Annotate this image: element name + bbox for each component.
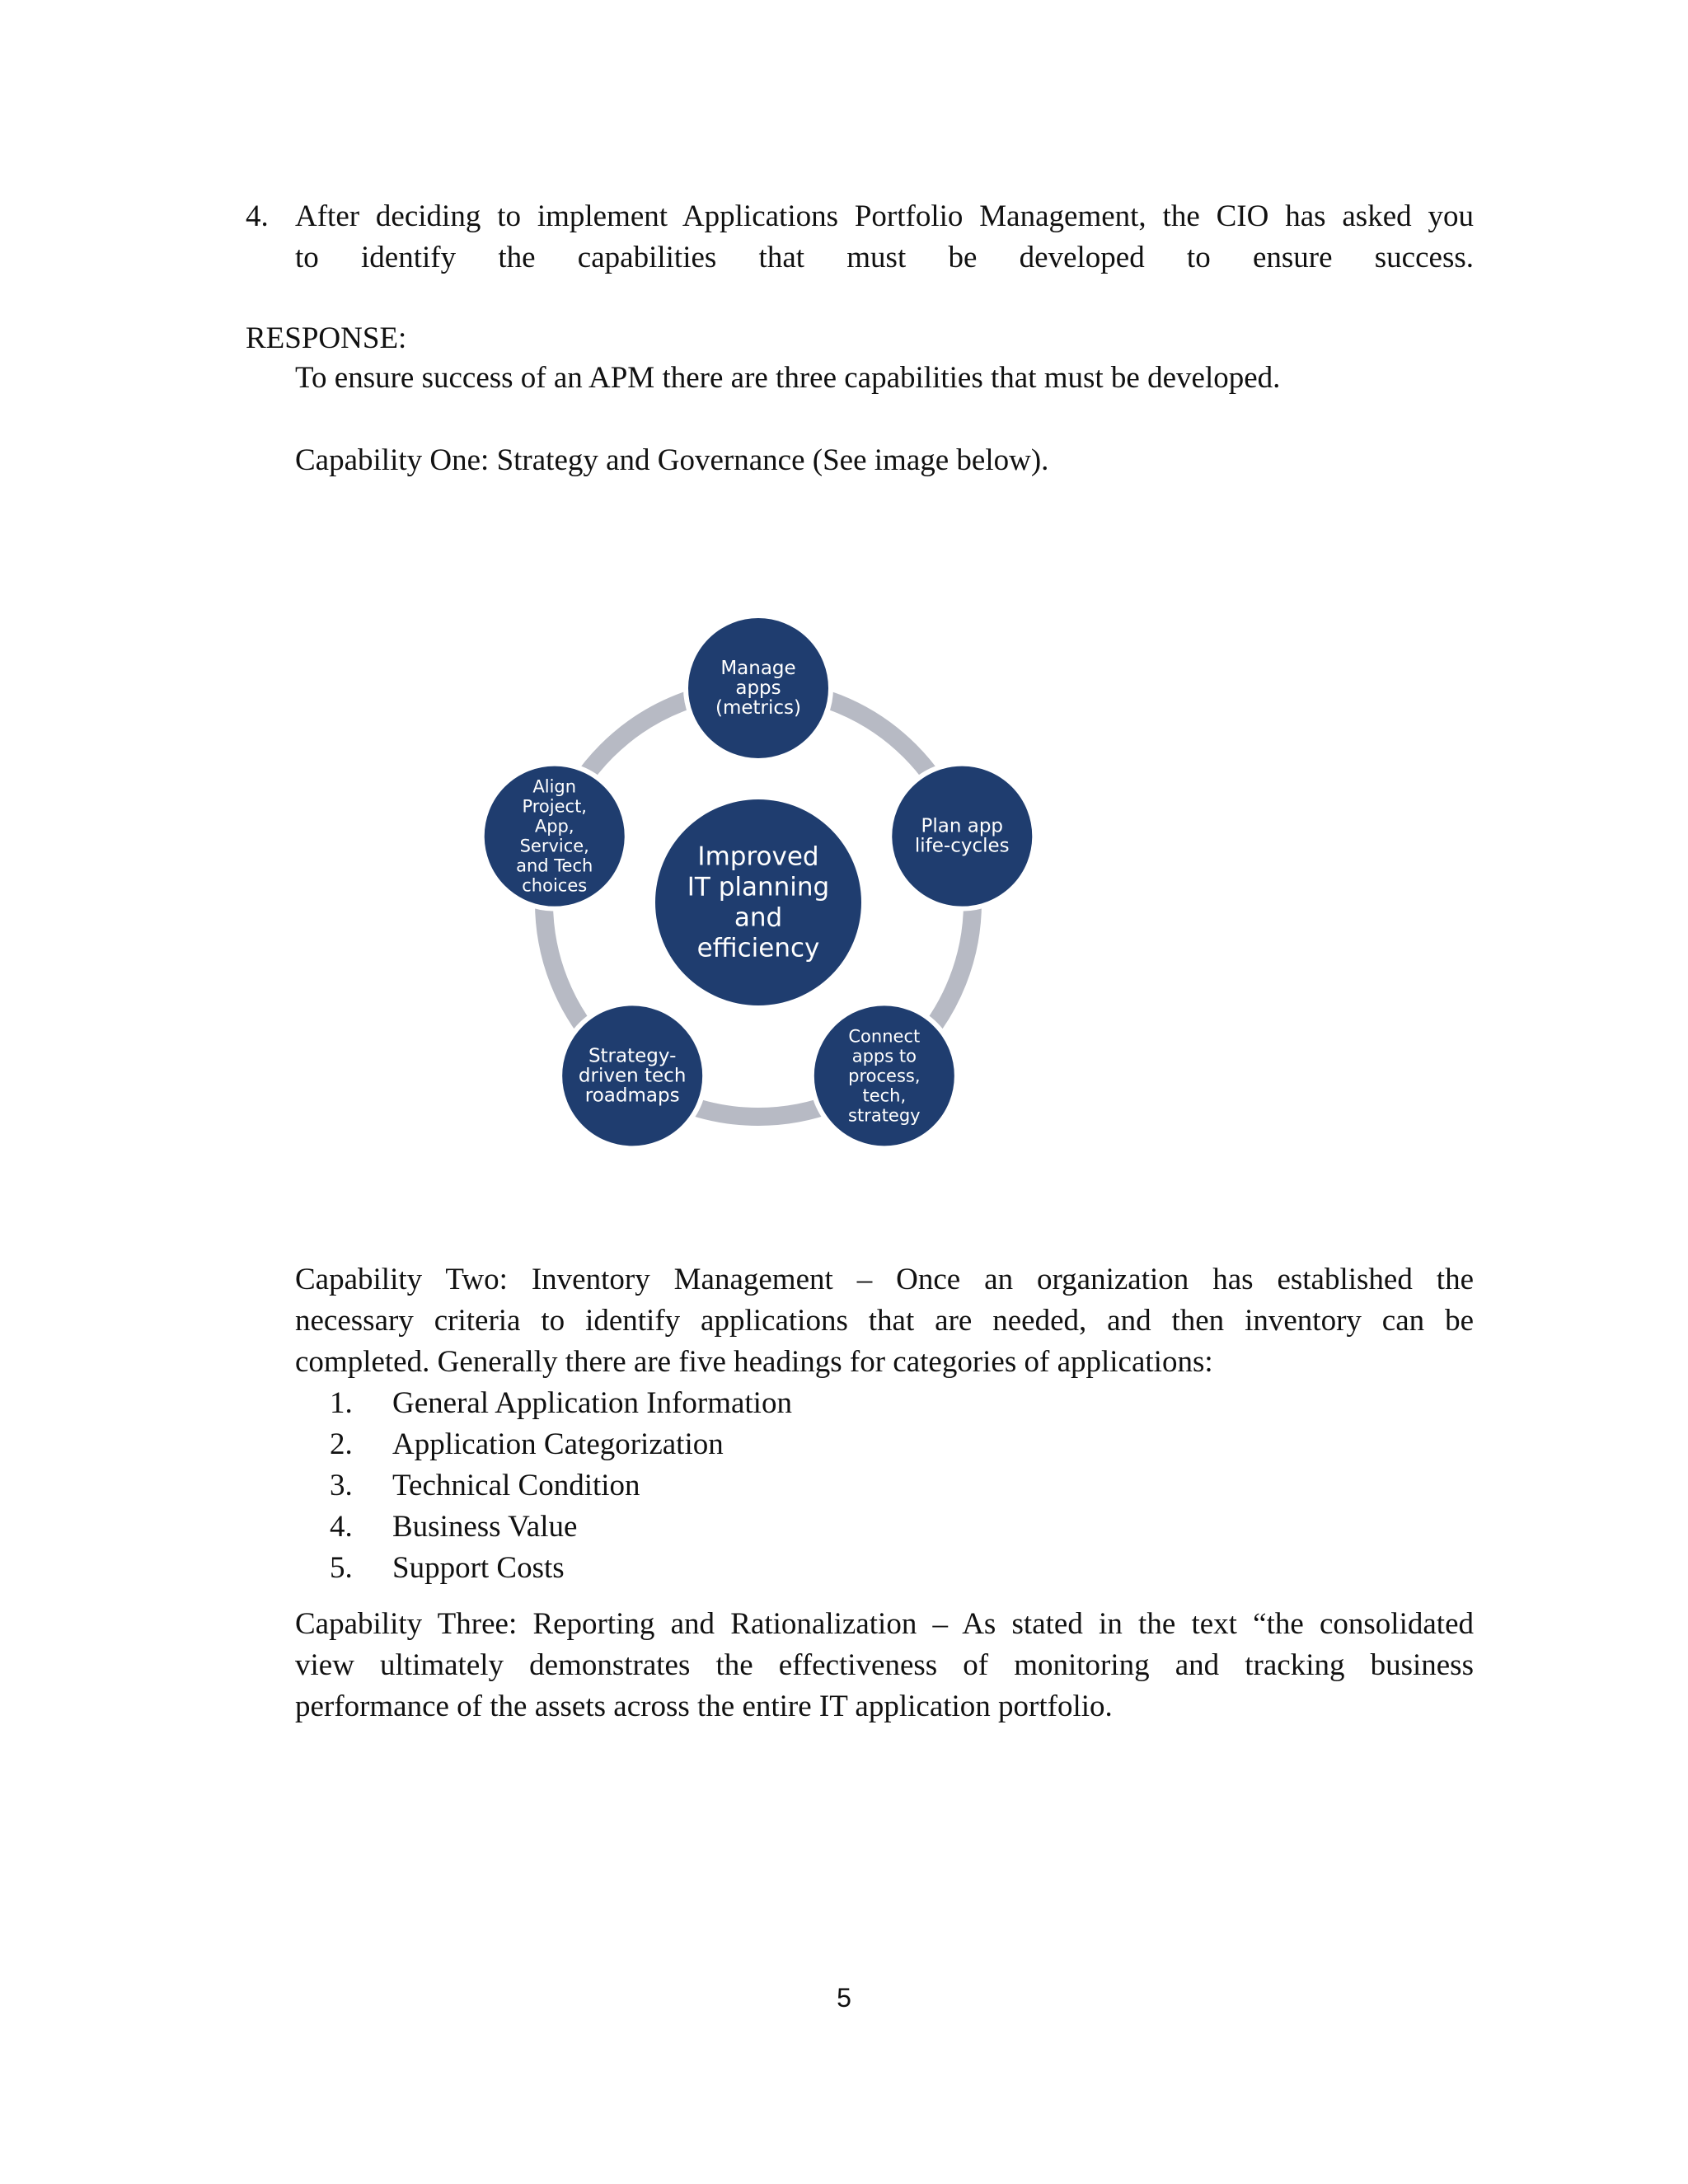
capability-three-paragraph (295, 1604, 1474, 1727)
diagram-label-line: and Tech (516, 855, 593, 876)
question-text (295, 196, 1474, 279)
cycle-node-plan-app-lifecycles (889, 764, 1034, 909)
capability-three-line-3: performance of the assets across the entire IT application portfolio. (295, 1690, 1113, 1723)
diagram-label-line: tech, (862, 1085, 907, 1106)
list-item (330, 1548, 792, 1589)
diagram-label-line: Service, (519, 836, 589, 856)
list-item (330, 1465, 792, 1507)
diagram-label-line: Improved (697, 841, 819, 872)
capability-two-paragraph (295, 1259, 1474, 1383)
diagram-label-line: life-cycles (914, 835, 1010, 857)
list-item-number: 2. (330, 1427, 353, 1461)
list-item-number: 4. (330, 1510, 353, 1544)
inventory-headings-list (330, 1383, 792, 1589)
diagram-label-line: Project, (522, 796, 587, 817)
list-item-text: General Application Information (392, 1386, 792, 1420)
diagram-label-line: Align (532, 776, 577, 797)
diagram-label-line: strategy (848, 1105, 921, 1126)
question-line-1: After deciding to implement Applications Portfolio Management, the CIO has asked you (295, 199, 1474, 233)
response-intro: To ensure success of an APM there are three capabilities that must be developed. (295, 361, 1281, 395)
page-number: 5 (837, 1983, 851, 2013)
list-item-text: Support Costs (392, 1551, 565, 1585)
capability-two-line-2: necessary criteria to identify applications that are needed, and then inventory can be (295, 1304, 1474, 1338)
list-item (330, 1383, 792, 1424)
list-item-text: Application Categorization (392, 1427, 724, 1461)
cycle-center (655, 799, 861, 1005)
diagram-label-line: Connect (848, 1026, 921, 1047)
list-item (330, 1424, 792, 1465)
diagram-label-line: choices (522, 875, 588, 896)
diagram-label-line: Plan app (921, 815, 1004, 837)
capability-two-line-3: completed. Generally there are five headings for categories of applications: (295, 1345, 1213, 1379)
cycle-node-manage-apps (686, 616, 831, 761)
cycle-node-align-choices (482, 764, 627, 909)
list-item-number: 5. (330, 1551, 353, 1585)
capability-three-line-2: view ultimately demonstrates the effectiveness of monitoring and tracking business (295, 1648, 1474, 1682)
list-item (330, 1507, 792, 1548)
diagram-label-line: apps to (851, 1046, 917, 1066)
list-item-text: Business Value (392, 1510, 578, 1544)
question-number: 4. (246, 199, 269, 233)
diagram-label-line: Manage (720, 658, 796, 679)
capability-two-line-1: Capability Two: Inventory Management – Once an organization has established the (295, 1263, 1474, 1296)
list-item-text: Technical Condition (392, 1469, 640, 1502)
capability-cycle-diagram (462, 593, 1055, 1170)
capability-one-heading: Capability One: Strategy and Governance (See image below). (295, 443, 1049, 477)
diagram-label-line: efficiency (696, 933, 820, 963)
list-item-number: 3. (330, 1469, 353, 1502)
diagram-label-line: App, (534, 816, 574, 837)
diagram-label-line: (metrics) (715, 697, 801, 719)
cycle-svg (462, 593, 1055, 1170)
diagram-label-line: and (734, 902, 783, 933)
diagram-label-line: roadmaps (584, 1085, 680, 1107)
list-item-number: 1. (330, 1386, 353, 1420)
capability-three-line-1: Capability Three: Reporting and Rationalization – As stated in the text “the consolidated (295, 1607, 1474, 1641)
response-label: RESPONSE: (246, 321, 407, 355)
diagram-label-line: IT planning (687, 872, 830, 902)
cycle-node-strategy-roadmaps (560, 1003, 705, 1148)
diagram-label-line: apps (735, 677, 781, 699)
cycle-node-connect-apps (812, 1003, 957, 1148)
diagram-label-line: Strategy- (588, 1045, 677, 1067)
diagram-label-line: driven tech (578, 1065, 687, 1087)
diagram-label-line: process, (848, 1066, 921, 1086)
question-line-2: to identify the capabilities that must be developed to ensure success. (295, 241, 1474, 274)
